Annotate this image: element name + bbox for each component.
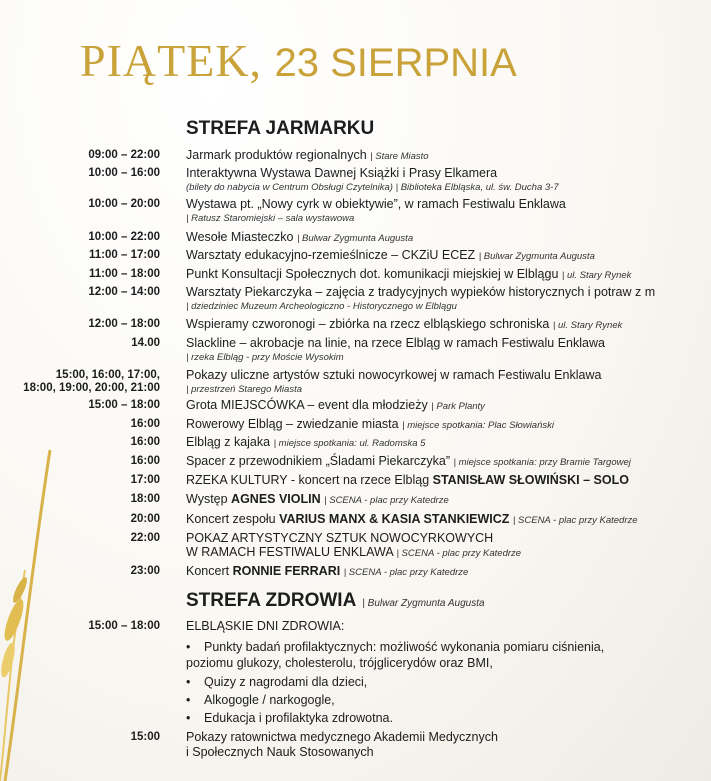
event-title: Slackline – akrobacje na linie, na rzece Elbląg w ramach Festiwalu Enklawa — [186, 336, 605, 350]
event-title: Warsztaty edukacyjno-rzemieślnicze – CKZiU ECEZ — [186, 248, 476, 262]
event-location: | miejsce spotkania: przy Bramie Targowej — [453, 457, 631, 468]
event-title: Elbląg z kajaka — [186, 435, 271, 449]
event-location: | ul. Stary Rynek — [561, 270, 632, 281]
event-location: | Ratusz Staromiejski – sala wystawowa — [186, 213, 355, 224]
section-title: STREFA ZDROWIA — [186, 590, 357, 611]
event-location: | miejsce spotkania: ul. Radomska 5 — [273, 438, 426, 449]
wheat-decoration-icon — [0, 430, 60, 781]
health-header: ELBLĄSKIE DNI ZDROWIA: — [186, 619, 345, 633]
event-time: 12:00 – 14:00 — [88, 286, 160, 298]
event-time: 18:00 — [130, 493, 160, 505]
event-title: Rowerowy Elbląg – zwiedzanie miasta — [186, 417, 399, 431]
event-location: | SCENA - plac przy Katedrze — [324, 495, 449, 506]
event-location: (bilety do nabycia w Centrum Obsługi Czytelnika) | Biblioteka Elbląska, ul. św. Ducha 3-7 — [186, 182, 559, 193]
section-location: | Bulwar Zygmunta Augusta — [362, 598, 485, 609]
event-title: Wspieramy czworonogi – zbiórka na rzecz elbląskiego schroniska — [186, 317, 550, 331]
event-title: Wesołe Miasteczko — [186, 230, 294, 244]
event-time: 15:00 — [130, 731, 160, 743]
performer-name: RONNIE FERRARI — [232, 564, 341, 578]
list-item-text: Quizy z nagrodami dla dzieci, — [204, 675, 368, 689]
section-heading-jarmark — [186, 118, 374, 140]
event-title: Koncert — [186, 564, 233, 578]
event-time: 15:00 – 18:00 — [88, 620, 160, 632]
bullet-icon: • — [186, 693, 191, 707]
event-title: RZEKA KULTURY - koncert na rzece Elbląg — [186, 473, 433, 487]
event-title: Wystawa pt. „Nowy cyrk w obiektywie”, w ramach Festiwalu Enklawa — [186, 197, 566, 211]
section-heading-zdrowie — [186, 590, 485, 612]
performer-name: AGNES VIOLIN — [231, 492, 321, 506]
title-date: 23 SIERPNIA — [274, 41, 517, 85]
event-time: 16:00 — [130, 455, 160, 467]
event-time: 16:00 — [130, 418, 160, 430]
event-title: Interaktywna Wystawa Dawnej Książki i Prasy Elkamera — [186, 166, 498, 180]
event-title: Jarmark produktów regionalnych — [186, 148, 367, 162]
event-title: Warsztaty Piekarczyka – zajęcia z tradycyjnych wypieków historycznych i potraw z m — [186, 285, 656, 299]
event-location: | Stare Miasto — [370, 151, 429, 162]
bullet-icon: • — [186, 675, 191, 689]
event-time: 14.00 — [131, 337, 160, 349]
event-title-2: i Społecznych Nauk Stosowanych — [186, 745, 374, 759]
event-time: 20:00 — [130, 513, 160, 525]
event-location: | Park Planty — [431, 401, 485, 412]
event-location: | rzeka Elbląg - przy Moście Wysokim — [186, 352, 344, 363]
event-title: Spacer z przewodnikiem „Śladami Piekarczyka” — [186, 454, 450, 468]
event-time: 12:00 – 18:00 — [88, 318, 160, 330]
event-location: | SCENA - plac przy Katedrze — [343, 567, 469, 578]
event-time: 15:00, 16:00, 17:00, — [55, 369, 160, 381]
event-title: Występ — [186, 492, 232, 506]
event-location: | dziedziniec Muzeum Archeologiczno - Historycznego w Elblągu — [186, 301, 457, 312]
section-title: STREFA JARMARKU — [186, 118, 375, 139]
event-time: 23:00 — [130, 565, 160, 577]
event-time: 10:00 – 20:00 — [88, 198, 160, 210]
performer-name: VARIUS MANX & KASIA STANKIEWICZ — [279, 512, 510, 526]
page-title — [80, 34, 517, 87]
event-location: | SCENA - plac przy Katedrze — [396, 548, 522, 559]
event-title: Pokazy uliczne artystów sztuki nowocyrkowej w ramach Festiwalu Enklawa — [186, 368, 602, 382]
event-time: 15:00 – 18:00 — [88, 399, 160, 411]
event-title: Koncert zespołu — [186, 512, 280, 526]
event-time: 22:00 — [130, 532, 160, 544]
event-location: | SCENA - plac przy Katedrze — [512, 515, 638, 526]
list-item-text: Punkty badań profilaktycznych: możliwość wykonania pomiaru ciśnienia, — [204, 640, 605, 654]
list-item-text: Edukacja i profilaktyka zdrowotna. — [204, 711, 393, 725]
event-title: Pokazy ratownictwa medycznego Akademii Medycznych — [186, 730, 498, 744]
list-item-text: Alkogogle / narkogogle, — [204, 693, 335, 707]
event-time: 17:00 — [130, 474, 160, 486]
event-time: 10:00 – 16:00 — [88, 167, 160, 179]
title-day: PIĄTEK, — [80, 35, 263, 86]
list-item-text-2: poziomu glukozy, cholesterolu, trójglicerydów oraz BMI, — [186, 656, 493, 670]
event-title: Punkt Konsultacji Społecznych dot. komunikacji miejskiej w Elblągu — [186, 267, 559, 281]
bullet-icon: • — [186, 640, 191, 654]
event-title-2: W RAMACH FESTIWALU ENKLAWA — [186, 545, 393, 559]
event-location: | Bulwar Zygmunta Augusta — [296, 233, 414, 244]
event-time: 16:00 — [130, 436, 160, 448]
event-time: 10:00 – 22:00 — [88, 231, 160, 243]
bullet-icon: • — [186, 711, 191, 725]
event-time: 09:00 – 22:00 — [88, 149, 160, 161]
event-title: POKAZ ARTYSTYCZNY SZTUK NOWOCYRKOWYCH — [186, 531, 494, 545]
event-location: | miejsce spotkania: Plac Słowiański — [402, 420, 554, 431]
event-location: | przestrzeń Starego Miasta — [186, 384, 302, 395]
event-time: 11:00 – 18:00 — [89, 268, 160, 280]
performer-name: STANISŁAW SŁOWIŃSKI – SOLO — [432, 473, 629, 487]
event-location: | ul. Stary Rynek — [552, 320, 623, 331]
event-time: 11:00 – 17:00 — [89, 249, 160, 261]
event-location: | Bulwar Zygmunta Augusta — [478, 251, 595, 262]
event-time-2: 18:00, 19:00, 20:00, 21:00 — [23, 382, 160, 394]
event-title: Grota MIEJSCÓWKA – event dla młodzieży — [186, 398, 428, 412]
